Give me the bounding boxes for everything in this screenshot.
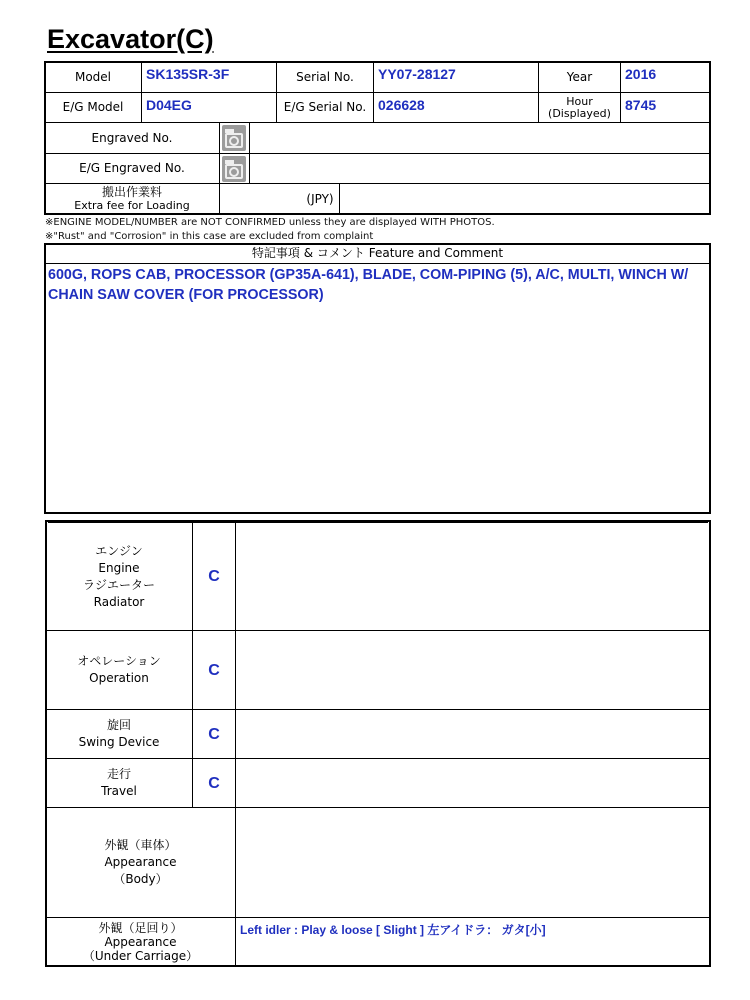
serial-value: YY07-28127 [378, 66, 456, 82]
eg-serial-value: 026628 [378, 97, 425, 113]
hour-value: 8745 [625, 97, 657, 113]
appearance-body-en2: （Body） [113, 872, 168, 886]
swing-label [46, 710, 192, 758]
page-title: Excavator(C) [47, 24, 214, 54]
travel-label-jp: 走行 [106, 767, 131, 781]
note-engine-confirmation: ※ENGINE MODEL/NUMBER are NOT CONFIRMED unless they are displayed WITH PHOTOS. [45, 217, 495, 228]
engine-radiator-label [46, 523, 192, 630]
appearance-undercarriage-en: Appearance [104, 935, 177, 949]
appearance-body-label [46, 808, 235, 917]
appearance-body-en: Appearance [104, 855, 177, 869]
model-label: Model [74, 69, 112, 84]
operation-label-en: Operation [89, 671, 149, 685]
appearance-body-jp: 外観（車体） [104, 838, 177, 852]
fee-label [45, 184, 219, 214]
eg-serial-label: E/G Serial No. [283, 100, 367, 114]
appearance-undercarriage-jp: 外観（足回り） [98, 921, 183, 935]
swing-label-en: Swing Device [78, 735, 160, 749]
note-rust-exclusion: ※"Rust" and "Corrosion" in this case are excluded from complaint [45, 231, 374, 242]
radiator-label-jp: ラジエーター [82, 577, 155, 592]
year-value: 2016 [625, 66, 657, 82]
hour-label [539, 93, 620, 122]
engine-label-jp: エンジン [95, 543, 143, 558]
appearance-undercarriage-en2: （Under Carriage） [82, 949, 199, 963]
engine-label-en: Engine [98, 560, 140, 575]
feature-text: 600G, ROPS CAB, PROCESSOR (GP35A-641), BLADE, COM-PIPING (5), A/C, MULTI, WINCH W/ CHAIN SAW COVER (FOR PROCESSOR) [48, 267, 689, 303]
eg-model-value: D04EG [146, 97, 192, 113]
travel-grade: C [208, 774, 220, 792]
camera-icon[interactable] [222, 125, 246, 151]
operation-label-jp: オペレーション [77, 654, 161, 668]
engine-grade: C [208, 568, 220, 585]
operation-grade: C [208, 661, 220, 679]
model-value: SK135SR-3F [146, 66, 230, 82]
swing-grade: C [208, 725, 220, 743]
year-label: Year [566, 69, 593, 84]
feature-header: 特記事項 & コメント Feature and Comment [251, 246, 504, 260]
fee-label-jp: 搬出作業料 [101, 185, 162, 199]
eg-engraved-label: E/G Engraved No. [79, 161, 185, 175]
radiator-label-en: Radiator [93, 594, 145, 609]
swing-label-jp: 旋回 [106, 718, 131, 732]
eg-model-label: E/G Model [62, 100, 124, 114]
hour-label-line2: (Displayed) [548, 106, 611, 120]
hour-label-line1: Hour [566, 94, 593, 108]
operation-label [46, 631, 192, 709]
travel-label-en: Travel [101, 784, 137, 798]
undercarriage-comment: Left idler : Play & loose [ Slight ] 左アイドラ： ガタ[小] [240, 923, 546, 937]
engraved-label: Engraved No. [91, 130, 173, 145]
fee-label-en: Extra fee for Loading [74, 199, 190, 212]
camera-icon[interactable] [222, 156, 246, 182]
serial-label: Serial No. [296, 69, 354, 84]
appearance-undercarriage-label [46, 918, 235, 966]
travel-label [46, 759, 192, 807]
fee-currency: (JPY) [306, 191, 334, 206]
